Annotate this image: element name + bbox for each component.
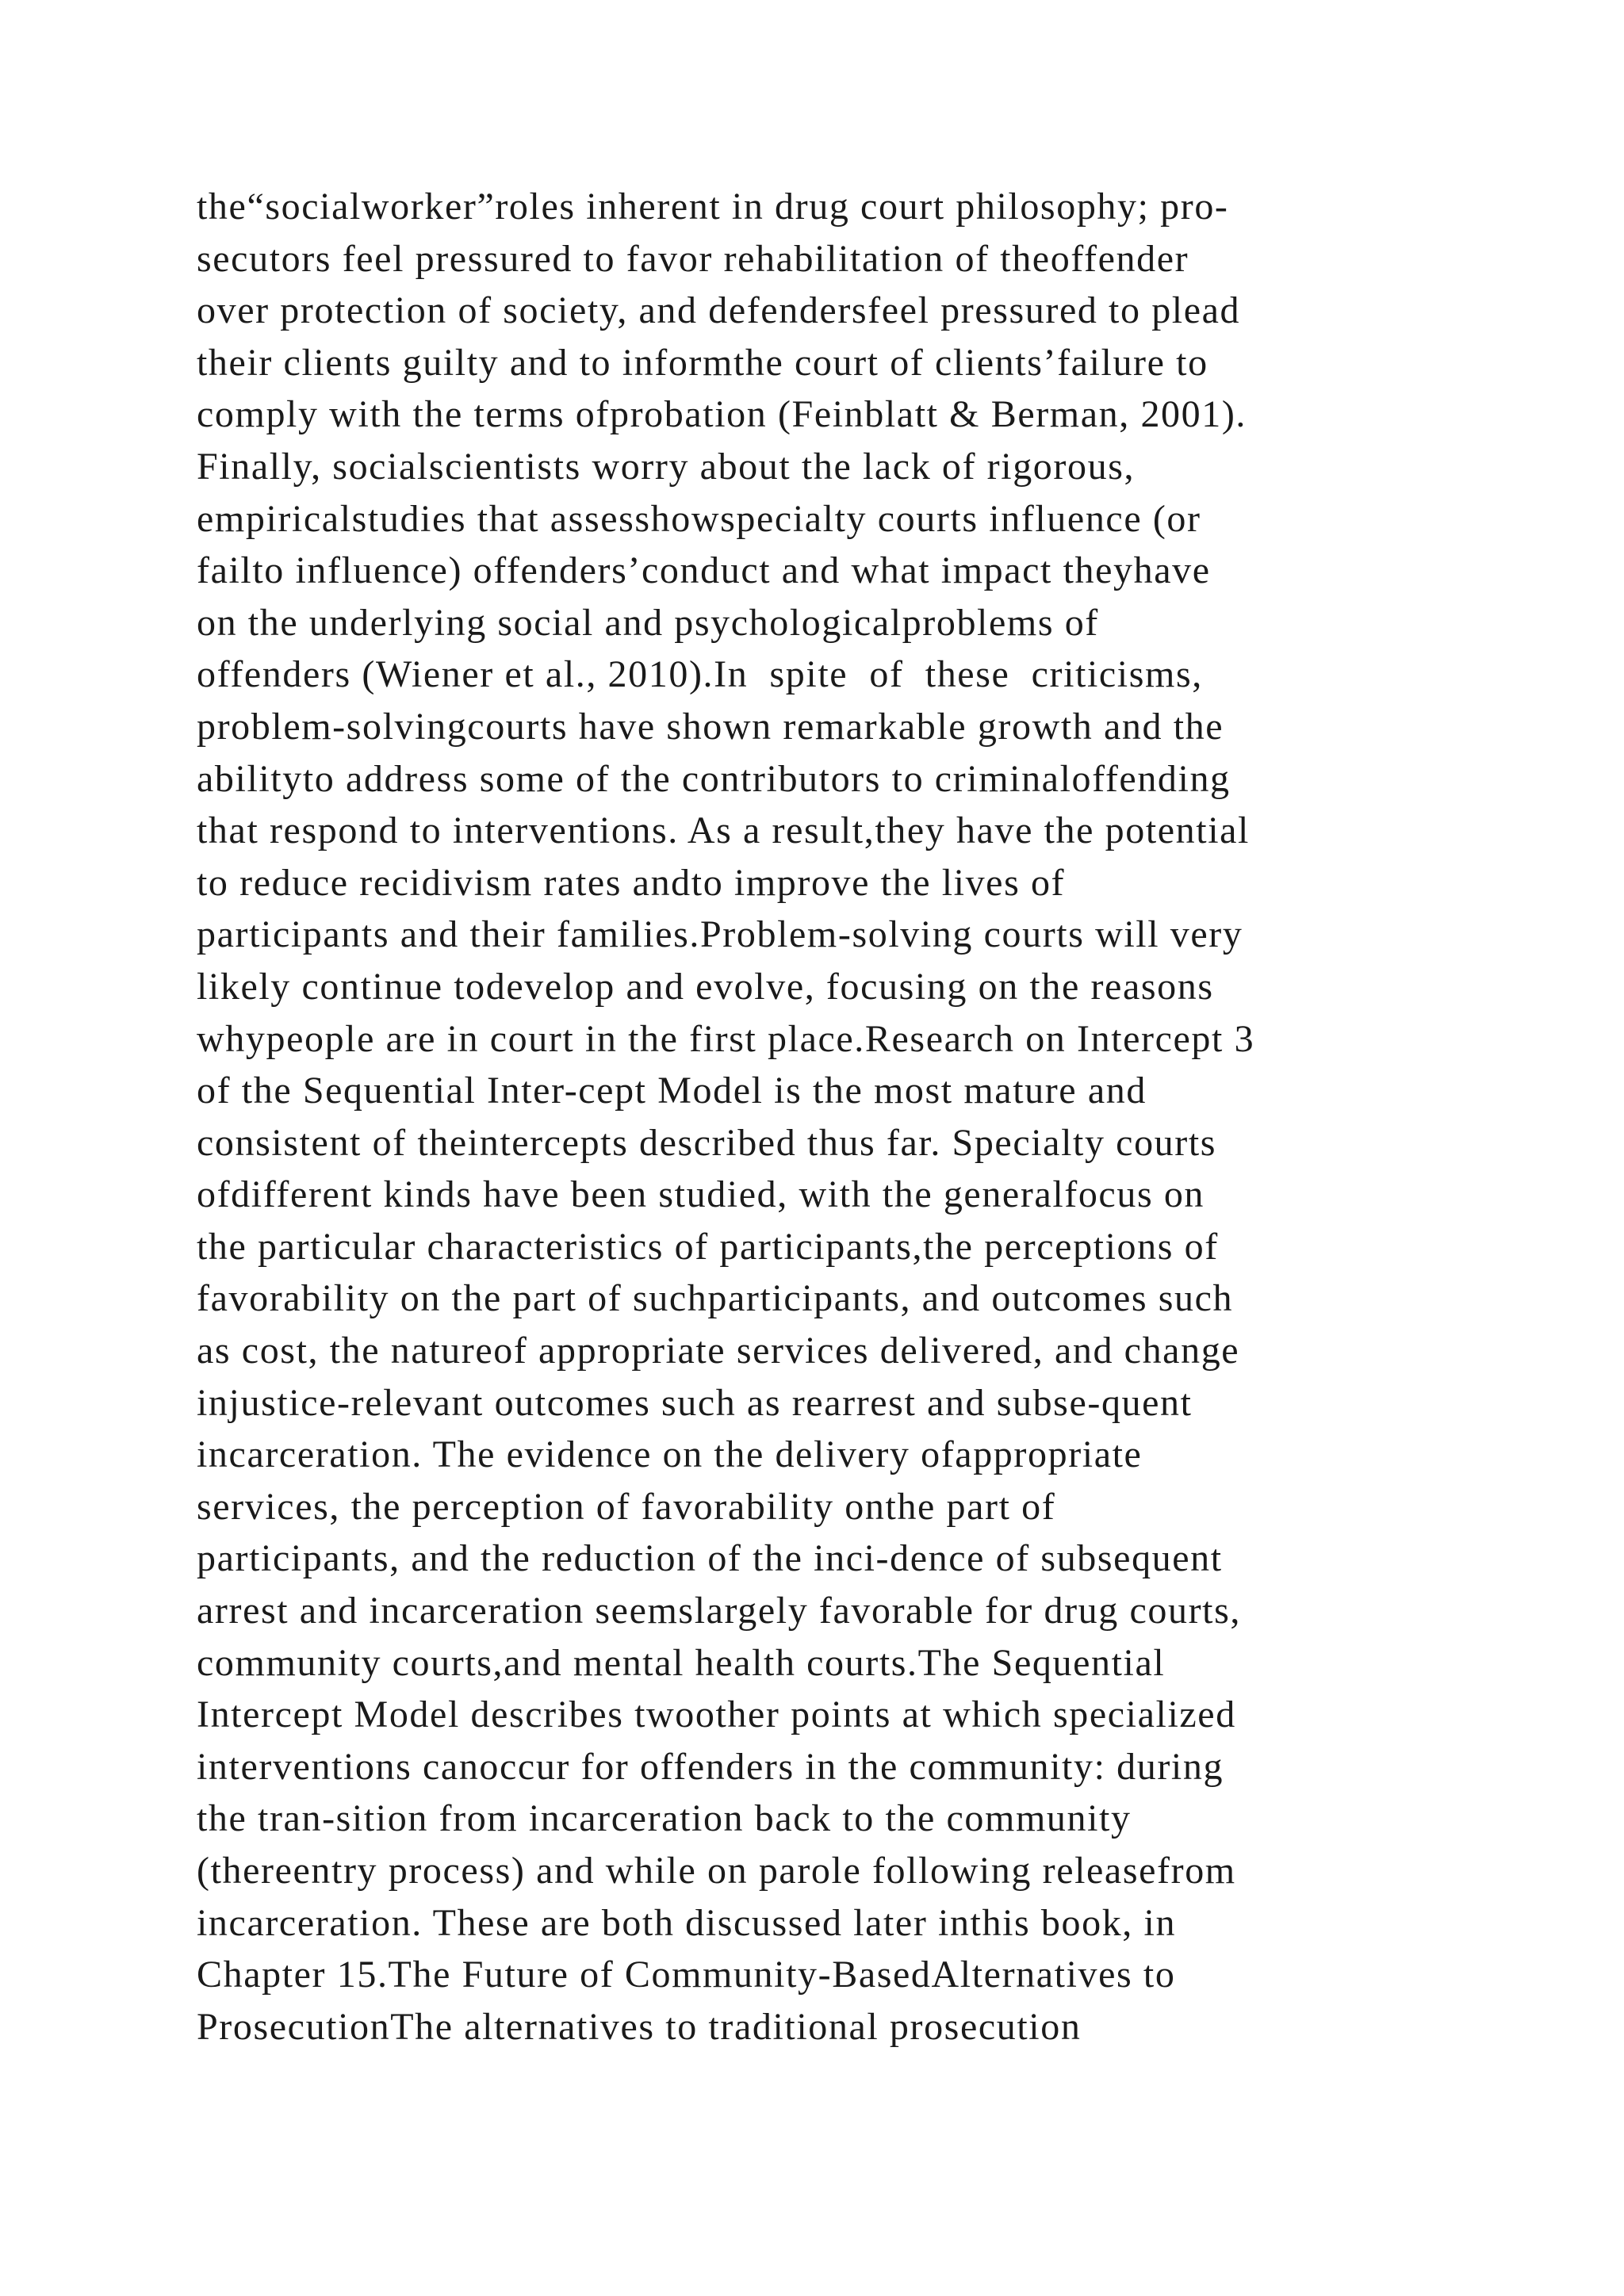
text-line: incarceration. The evidence on the delivery ofappropriate [197,1433,1143,1476]
text-line: as cost, the natureof appropriate services delivered, and change [197,1330,1240,1372]
text-line: the“socialworker”roles inherent in drug court philosophy; pro- [197,186,1229,228]
text-line: Finally, socialscientists worry about the lack of rigorous, [197,445,1136,488]
text-line: comply with the terms ofprobation (Feinblatt & Berman, 2001). [197,393,1247,436]
text-line: community courts,and mental health courts.The Sequential [197,1641,1166,1684]
text-line: favorability on the part of suchparticipants, and outcomes such [197,1277,1234,1320]
text-line: interventions canoccur for offenders in the community: during [197,1745,1224,1788]
text-line: consistent of theintercepts described thus far. Specialty courts [197,1121,1217,1164]
text-line: services, the perception of favorability onthe part of [197,1485,1056,1528]
text-line: arrest and incarceration seemslargely favorable for drug courts, [197,1590,1241,1632]
body-text [197,181,1481,2053]
text-line: Intercept Model describes twoother points at which specialized [197,1693,1236,1736]
text-line: ofdifferent kinds have been studied, with the generalfocus on [197,1173,1205,1216]
text-line: empiricalstudies that assesshowspecialty courts influence (or [197,497,1201,540]
text-line: failto influence) offenders’conduct and what impact theyhave [197,549,1211,592]
text-line: that respond to interventions. As a result,they have the potential [197,809,1250,852]
text-line: abilityto address some of the contributors to criminaloffending [197,757,1231,800]
text-line: participants, and the reduction of the inci-dence of subsequent [197,1537,1223,1580]
text-line: injustice-relevant outcomes such as rearrest and subse-quent [197,1381,1193,1424]
text-line: the particular characteristics of participants,the perceptions of [197,1225,1219,1268]
text-line: whypeople are in court in the first place.Research on Intercept 3 [197,1017,1255,1060]
text-line: incarceration. These are both discussed later inthis book, in [197,1901,1177,1944]
text-line: over protection of society, and defendersfeel pressured to plead [197,289,1241,332]
text-line: on the underlying social and psychologicalproblems of [197,601,1099,644]
text-line: to reduce recidivism rates andto improve the lives of [197,861,1066,904]
text-line: (thereentry process) and while on parole following releasefrom [197,1850,1236,1892]
text-line: ProsecutionThe alternatives to traditional prosecution [197,2005,1082,2048]
text-line: participants and their families.Problem-solving courts will very [197,913,1243,956]
text-line: offenders (Wiener et al., 2010).In spite of these criticisms, [197,653,1203,696]
text-line: problem-solvingcourts have shown remarkable growth and the [197,705,1224,748]
text-line: the tran-sition from incarceration back to the community [197,1797,1132,1840]
text-line: secutors feel pressured to favor rehabilitation of theoffender [197,237,1189,280]
text-line: of the Sequential Inter-cept Model is the most mature and [197,1070,1147,1112]
text-line: likely continue todevelop and evolve, focusing on the reasons [197,965,1214,1008]
text-line: Chapter 15.The Future of Community-BasedAlternatives to [197,1954,1176,1996]
text-line: their clients guilty and to informthe court of clients’failure to [197,341,1208,384]
